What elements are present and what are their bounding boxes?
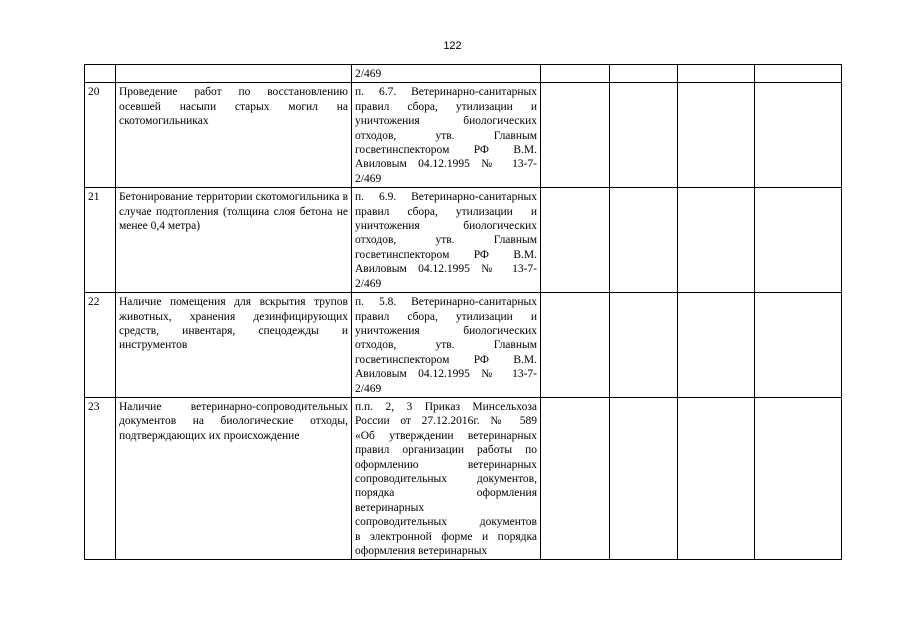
empty-check-cell xyxy=(610,65,678,83)
empty-check-cell xyxy=(678,65,755,83)
empty-check-cell xyxy=(755,293,842,398)
legal-basis-line: Авиловым 04.12.1995 № 13-7- xyxy=(355,263,537,276)
empty-check-cell xyxy=(678,83,755,188)
legal-basis-line: правил сбора, утилизации и xyxy=(355,205,537,218)
legal-basis-line: оформления ветеринарных xyxy=(355,545,488,557)
empty-check-cell xyxy=(541,188,610,293)
requirement-cell: Проведение работ по восстановлению осевшей насыпи старых могил на скотомогильниках xyxy=(116,83,352,188)
empty-check-cell xyxy=(610,293,678,398)
legal-basis-line: Авиловым 04.12.1995 № 13-7- xyxy=(355,158,537,171)
legal-basis-line: госветинспектором РФ В.М. xyxy=(355,144,537,157)
empty-check-cell xyxy=(541,293,610,398)
requirement-cell: Наличие ветеринарно-сопроводительных документов на биологические отходы, подтверждающих их происхождение xyxy=(116,397,352,559)
row-number-cell: 20 xyxy=(85,83,116,188)
legal-basis-line: госветинспектором РФ В.М. xyxy=(355,248,537,261)
row-number-cell: 21 xyxy=(85,188,116,293)
requirements-table xyxy=(84,64,842,560)
legal-basis-cell xyxy=(352,188,541,293)
empty-check-cell xyxy=(610,188,678,293)
empty-check-cell xyxy=(678,293,755,398)
legal-basis-line: сопроводительных документов xyxy=(355,516,537,529)
legal-basis-line: «Об утверждении ветеринарных xyxy=(355,429,537,442)
legal-basis-line: в электронной форме и порядка xyxy=(355,530,537,543)
legal-basis-line: п.п. 2, 3 Приказ Минсельхоза xyxy=(355,400,537,413)
legal-basis-line: сопроводительных документов, xyxy=(355,472,537,485)
row-number-cell: 22 xyxy=(85,293,116,398)
legal-basis-line: уничтожения биологических xyxy=(355,115,537,128)
empty-check-cell xyxy=(678,397,755,559)
table-row xyxy=(85,65,842,83)
legal-basis-line: 2/469 xyxy=(355,382,382,395)
legal-basis-line: п. 6.7. Ветеринарно-санитарных xyxy=(355,86,537,99)
empty-check-cell xyxy=(610,83,678,188)
empty-check-cell xyxy=(610,397,678,559)
empty-check-cell xyxy=(541,65,610,83)
legal-basis-line: п. 6.9. Ветеринарно-санитарных xyxy=(355,191,537,204)
legal-basis-line: ветеринарных xyxy=(355,501,425,514)
requirement-cell: Наличие помещения для вскрытия трупов животных, хранения дезинфицирующих средств, инвентаря, спецодежды и инструментов xyxy=(116,293,352,398)
legal-basis-line: правил сбора, утилизации и xyxy=(355,100,537,113)
empty-check-cell xyxy=(678,188,755,293)
legal-basis-line: п. 5.8. Ветеринарно-санитарных xyxy=(355,296,537,309)
legal-basis-cell xyxy=(352,65,541,83)
requirement-cell: Бетонирование территории скотомогильника в случае подтопления (толщина слоя бетона не менее 0,4 метра) xyxy=(116,188,352,293)
empty-check-cell xyxy=(755,65,842,83)
legal-basis-line: правил организации работы по xyxy=(355,444,537,457)
legal-basis-line: уничтожения биологических xyxy=(355,324,537,337)
legal-basis-line: правил сбора, утилизации и xyxy=(355,310,537,323)
row-number-cell xyxy=(85,65,116,83)
legal-basis-line: оформлению ветеринарных xyxy=(355,458,537,471)
legal-basis-line: отходов, утв. Главным xyxy=(355,234,537,247)
legal-basis-line: уничтожения биологических xyxy=(355,220,537,233)
legal-basis-line: 2/469 xyxy=(355,172,382,185)
legal-basis-line: 2/469 xyxy=(355,277,382,290)
row-number-cell: 23 xyxy=(85,397,116,559)
legal-basis-line: порядка оформления xyxy=(355,487,537,500)
legal-basis-line: Авиловым 04.12.1995 № 13-7- xyxy=(355,368,537,381)
requirement-cell xyxy=(116,65,352,83)
table-row xyxy=(85,83,842,188)
empty-check-cell xyxy=(755,83,842,188)
legal-basis-cell xyxy=(352,397,541,559)
page-number: 122 xyxy=(443,40,462,52)
table-row xyxy=(85,188,842,293)
legal-basis-line: России от 27.12.2016г. № 589 xyxy=(355,415,537,428)
legal-basis-cell xyxy=(352,83,541,188)
legal-basis-line: 2/469 xyxy=(355,68,382,80)
empty-check-cell xyxy=(541,83,610,188)
legal-basis-cell xyxy=(352,293,541,398)
legal-basis-line: госветинспектором РФ В.М. xyxy=(355,353,537,366)
empty-check-cell xyxy=(755,188,842,293)
legal-basis-line: отходов, утв. Главным xyxy=(355,129,537,142)
empty-check-cell xyxy=(541,397,610,559)
empty-check-cell xyxy=(755,397,842,559)
table-row xyxy=(85,397,842,559)
legal-basis-line: отходов, утв. Главным xyxy=(355,339,537,352)
table-row xyxy=(85,293,842,398)
